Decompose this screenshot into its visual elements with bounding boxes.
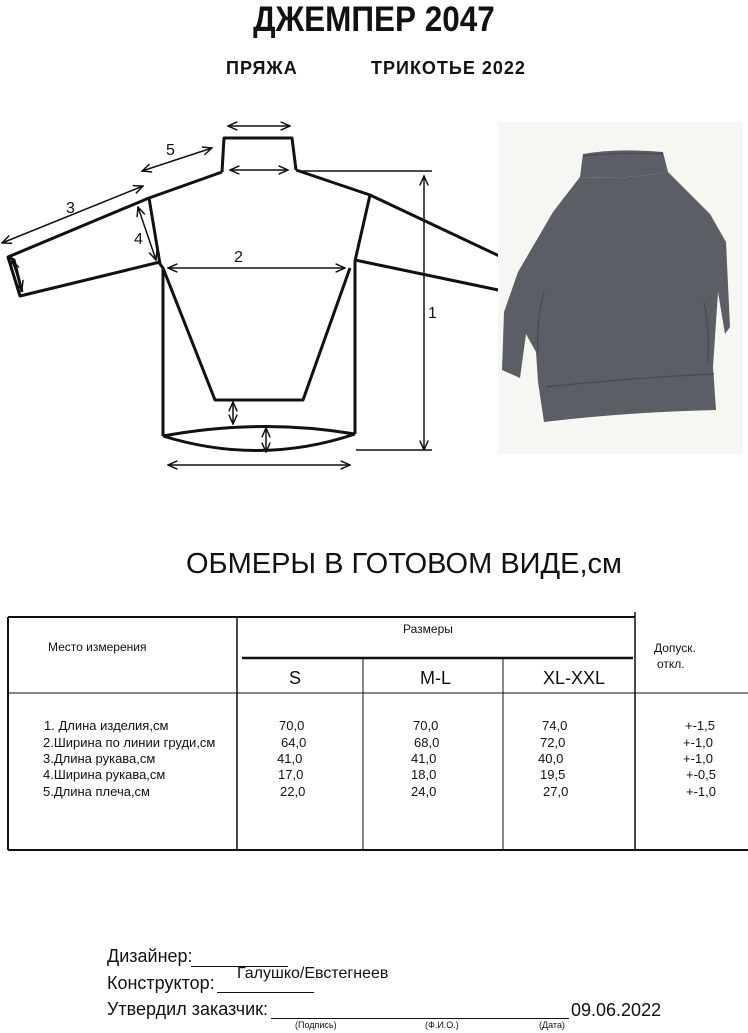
yarn-name: ТРИКОТЬЕ 2022	[371, 58, 526, 78]
size-header-ml: M-L	[420, 668, 451, 688]
document-title: ДЖЕМПЕР 2047	[253, 0, 495, 39]
constructor-name: Галушко/Евстегнеев	[237, 965, 389, 982]
approval-signature-line	[271, 1018, 569, 1019]
column-header-tolerance-line2: откл.	[657, 657, 685, 671]
approved-label: Утвердил заказчик:	[107, 999, 269, 1019]
hem-outline	[163, 434, 355, 451]
size-header-s: S	[289, 668, 302, 688]
table-row-name: 4.Ширина рукава,см	[43, 767, 166, 782]
table-cell: 70,0	[279, 718, 305, 733]
section-title: ОБМЕРЫ В ГОТОВОМ ВИДЕ,см	[186, 548, 622, 580]
table-cell-tolerance: +-0,5	[686, 767, 716, 782]
constructor-label: Конструктор:	[107, 973, 215, 993]
table-cell: 24,0	[411, 784, 437, 799]
table-cell: 41,0	[277, 751, 303, 766]
table-row-name: 5.Длина плеча,см	[43, 784, 150, 799]
designer-label: Дизайнер:	[107, 946, 193, 966]
dimension-label-1: 1	[428, 305, 437, 322]
table-cell: 41,0	[411, 751, 437, 766]
dimension-label-3: 3	[66, 200, 75, 217]
right-sleeve-outline	[355, 195, 498, 291]
table-cell: 22,0	[280, 784, 306, 799]
column-header-tolerance-line1: Допуск.	[654, 641, 696, 655]
dimension-label-2: 2	[234, 249, 243, 266]
table-cell: 68,0	[414, 735, 440, 750]
table-cell: 74,0	[542, 718, 568, 733]
table-cell-tolerance: +-1,0	[683, 735, 713, 750]
table-cell: 64,0	[281, 735, 307, 750]
yarn-label: ПРЯЖА	[226, 58, 298, 78]
table-cell: 27,0	[543, 784, 569, 799]
table-row-name: 2.Ширина по линии груди,см	[43, 735, 216, 750]
table-cell: 72,0	[540, 735, 566, 750]
collar-outline	[222, 138, 296, 172]
table-cell-tolerance: +-1,0	[683, 751, 713, 766]
table-cell-tolerance: +-1,5	[685, 718, 715, 733]
constructor-signature-line	[217, 992, 314, 993]
approval-date: 09.06.2022	[571, 1000, 662, 1020]
table-cell-tolerance: +-1,0	[686, 784, 716, 799]
sweater-sketch	[0, 110, 498, 480]
table-cell: 18,0	[411, 767, 437, 782]
caption-name: (Ф.И.О.)	[425, 1020, 459, 1030]
caption-signature: (Подпись)	[295, 1020, 337, 1030]
table-cell: 19,5	[540, 767, 566, 782]
table-row-name: 3.Длина рукава,см	[43, 751, 156, 766]
table-cell: 40,0	[538, 751, 564, 766]
table-cell: 70,0	[413, 718, 439, 733]
column-header-sizes: Размеры	[403, 622, 453, 636]
body-outline-left	[149, 172, 222, 436]
dimension-label-4: 4	[134, 231, 143, 248]
table-row-name: 1. Длина изделия,см	[44, 718, 169, 733]
dimension-label-5: 5	[166, 142, 175, 159]
caption-date: (Дата)	[539, 1020, 565, 1030]
table-cell: 17,0	[278, 767, 304, 782]
size-header-xlxxl: XL-XXL	[543, 668, 606, 688]
sweater-photo	[498, 122, 743, 454]
body-outline-right	[296, 170, 370, 434]
column-header-place: Место измерения	[48, 640, 147, 654]
